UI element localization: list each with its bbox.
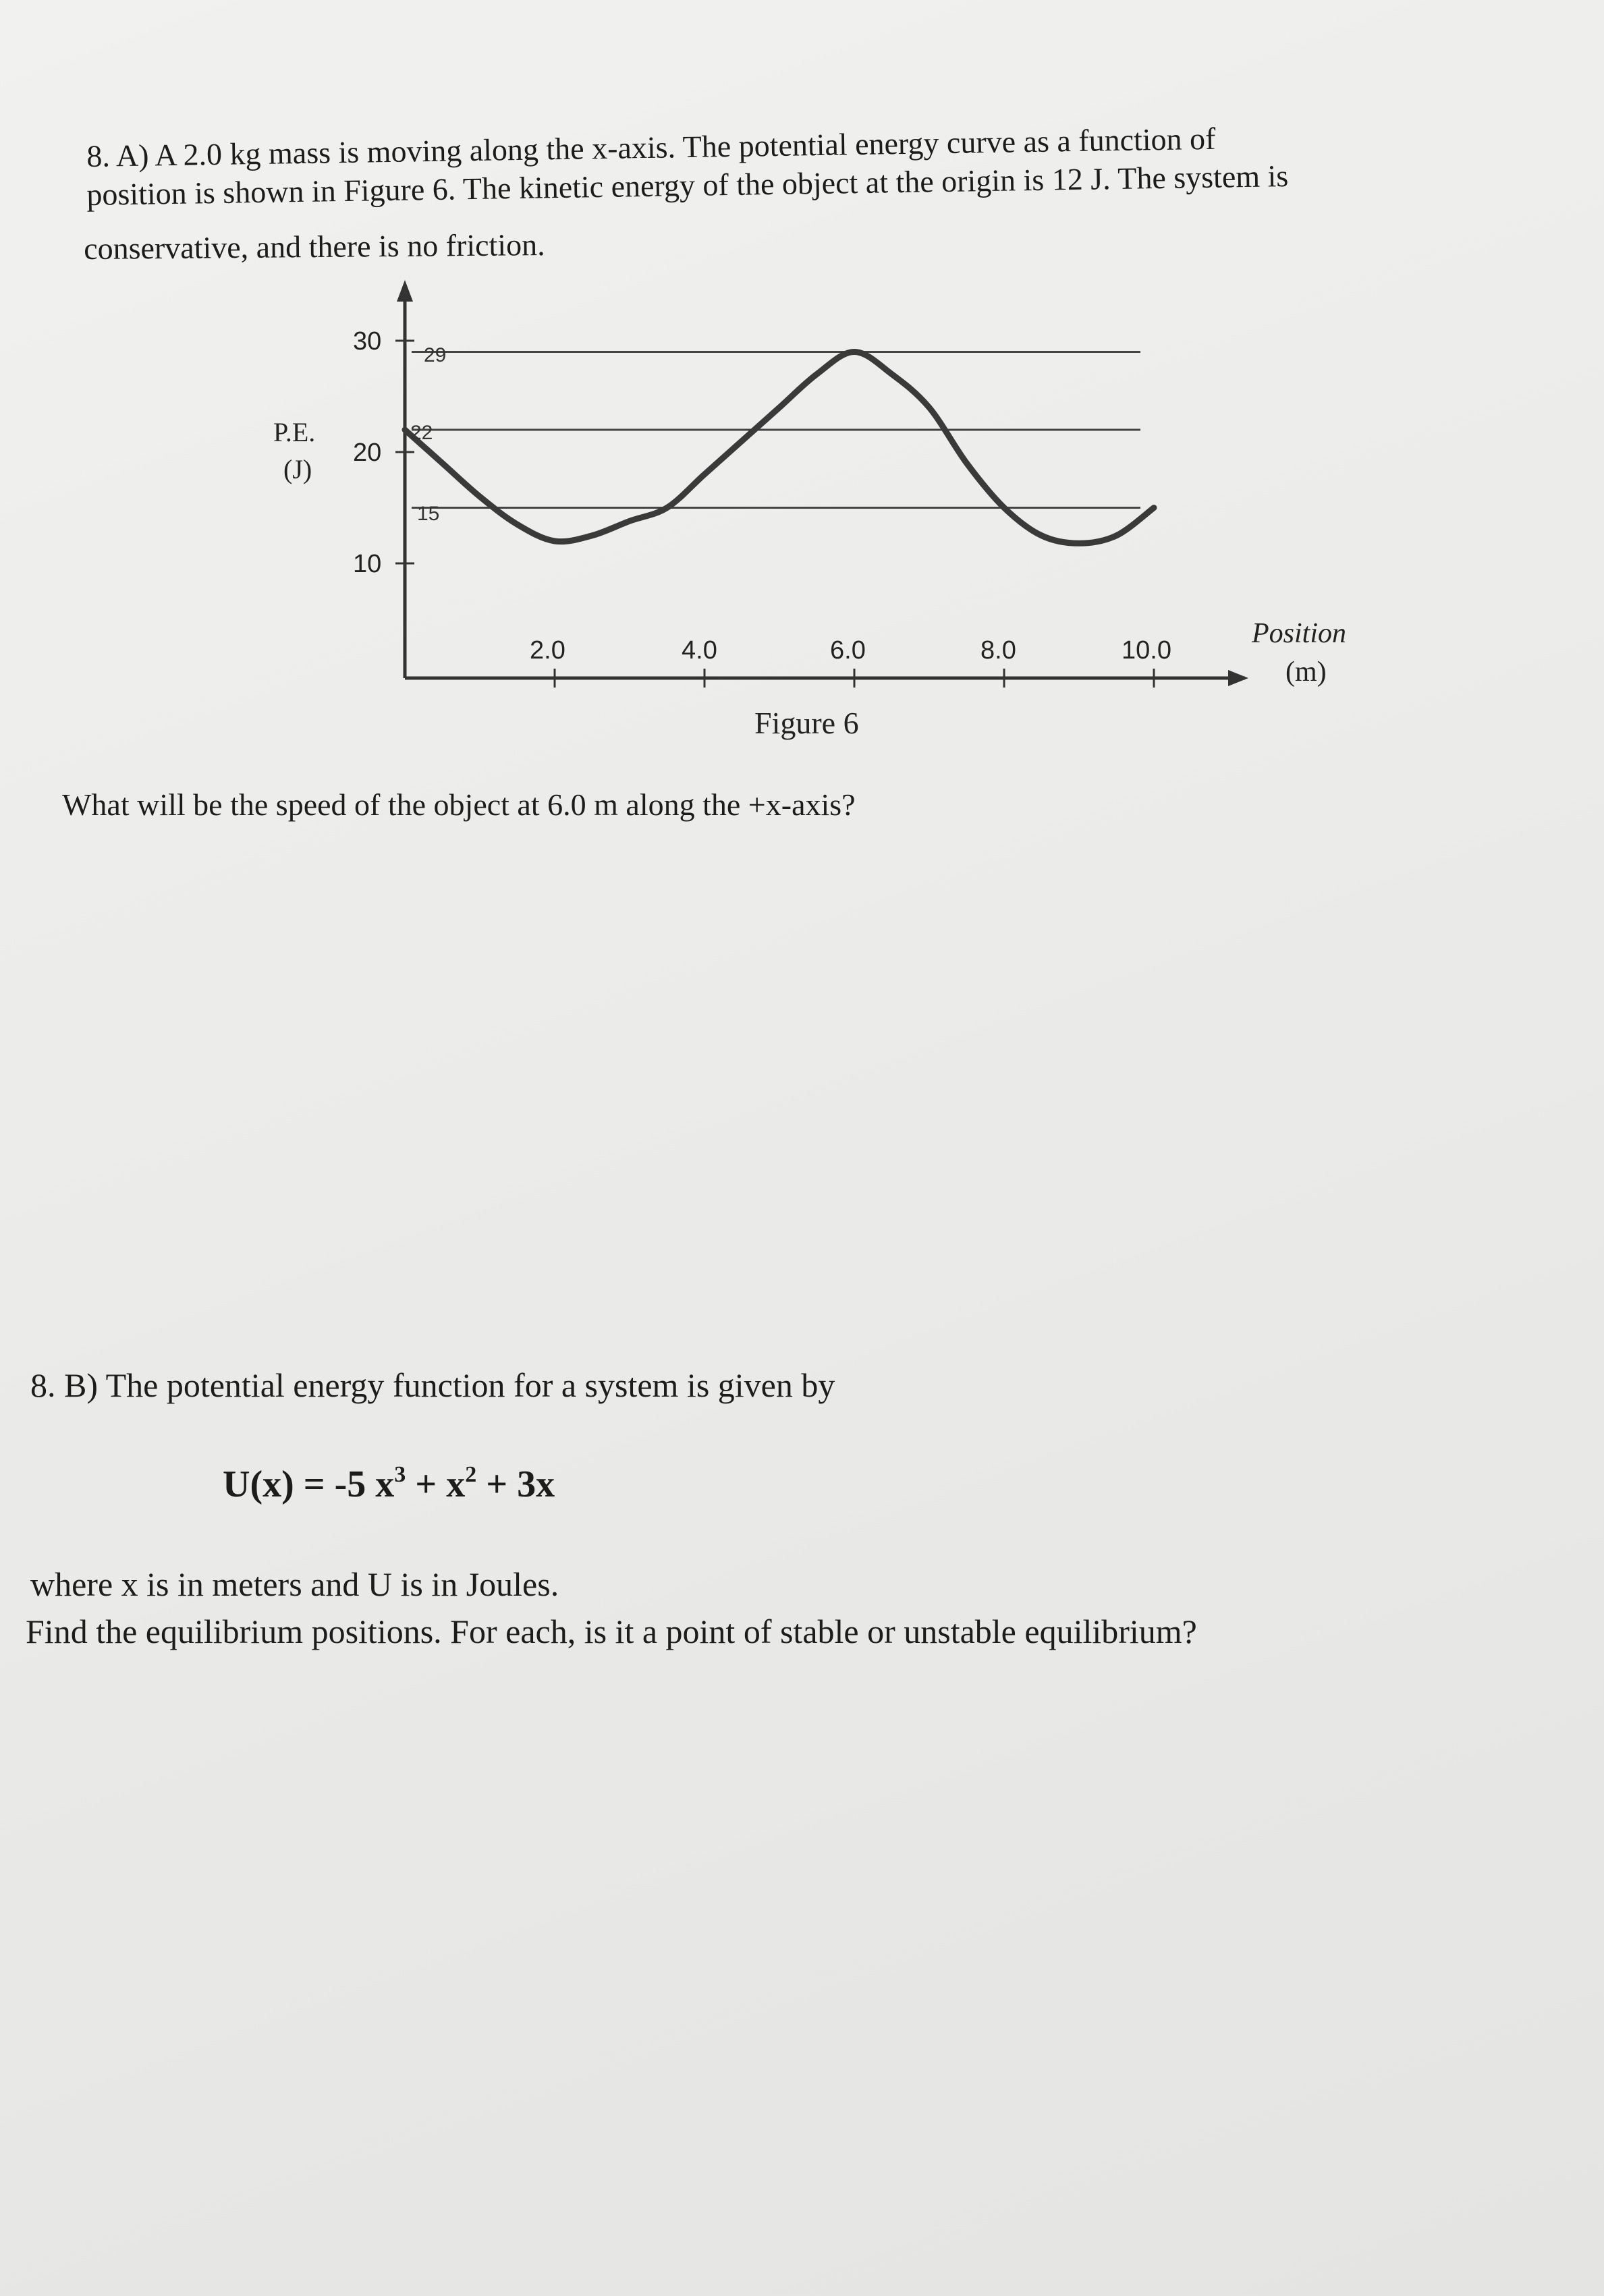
x-axis-arrow — [1228, 670, 1248, 686]
y-tick-10: 10 — [353, 550, 382, 578]
level-label-15: 15 — [417, 503, 440, 525]
x-tick-2: 2.0 — [530, 636, 565, 665]
question-a-prompt: What will be the speed of the object at 6.0 m along the +x-axis? — [62, 787, 856, 822]
potential-energy-figure — [256, 267, 1404, 752]
y-axis-label-line-2: (J) — [283, 454, 312, 484]
figure-caption: Figure 6 — [754, 706, 859, 740]
x-axis-label-line-1: Position — [1252, 618, 1347, 649]
x-tick-8: 8.0 — [980, 636, 1016, 665]
x-tick-6: 6.0 — [830, 636, 866, 665]
x-tick-10: 10.0 — [1122, 636, 1171, 665]
x-tick-4: 4.0 — [682, 636, 717, 665]
equation-exponent-2: 2 — [465, 1462, 477, 1487]
potential-energy-curve — [405, 352, 1154, 544]
equation-exponent-1: 3 — [394, 1462, 406, 1487]
question-a-line-3: conservative, and there is no friction. — [84, 227, 545, 266]
question-b-intro: 8. B) The potential energy function for a system is given by — [30, 1366, 835, 1404]
question-b-prompt: Find the equilibrium positions. For each, is it a point of stable or unstable equilibrium? — [26, 1613, 1197, 1650]
y-axis-arrow — [397, 280, 413, 302]
x-axis-label-line-2: (m) — [1285, 656, 1327, 688]
equation-prefix: U(x) = -5 x — [223, 1463, 395, 1505]
potential-energy-equation — [223, 1463, 555, 1506]
question-a-line-1: 8. A) A 2.0 kg mass is moving along the x-axis. The potential energy curve as a function of — [86, 121, 1216, 173]
question-a-line-2: position is shown in Figure 6. The kinetic energy of the object at the origin is 12 J. The system is — [86, 159, 1289, 212]
level-label-22: 22 — [410, 422, 433, 444]
y-axis-label-line-1: P.E. — [273, 417, 316, 447]
question-b-units: where x is in meters and U is in Joules. — [30, 1565, 559, 1603]
y-tick-30: 30 — [353, 327, 382, 356]
equation-suffix: + 3x — [476, 1463, 555, 1505]
level-label-29: 29 — [424, 344, 447, 366]
equation-middle: + x — [406, 1463, 466, 1505]
y-tick-20: 20 — [353, 439, 382, 467]
